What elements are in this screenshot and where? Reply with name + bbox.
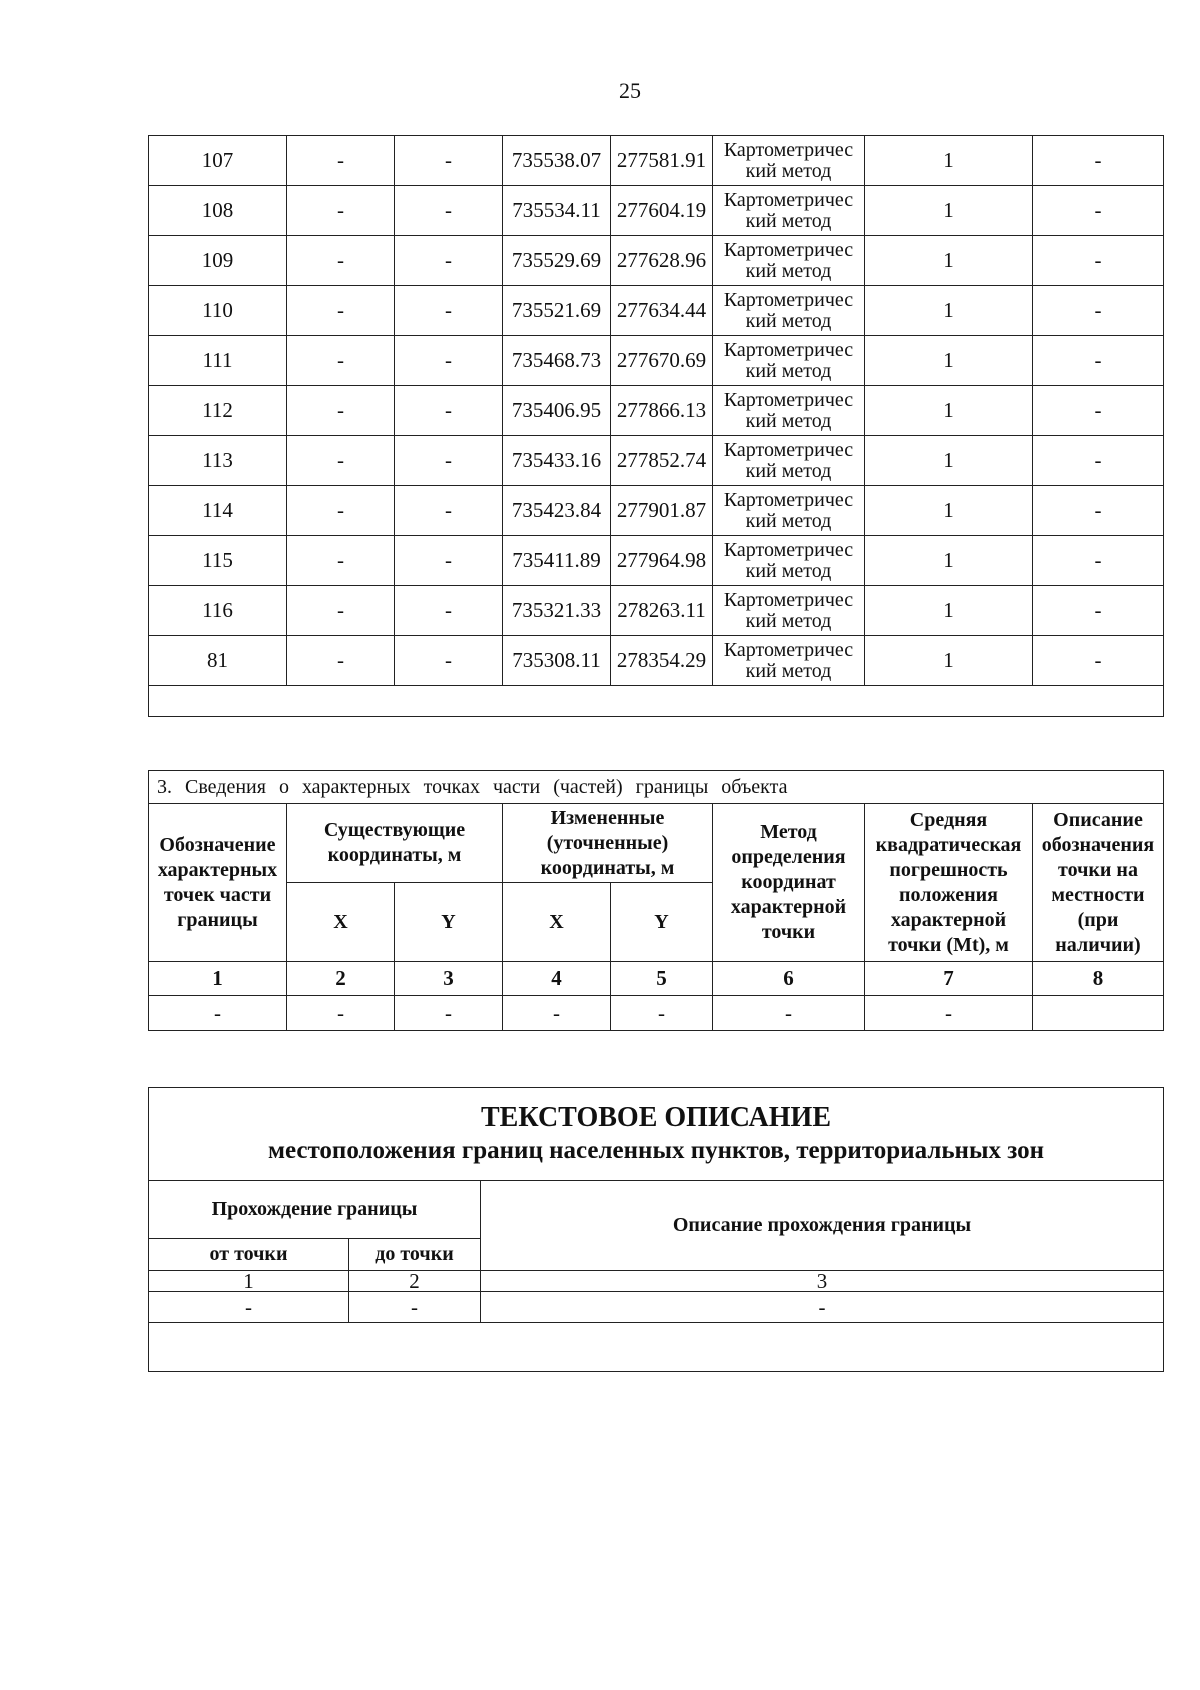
existing-y-cell: - <box>395 486 503 536</box>
method-cell <box>713 636 865 686</box>
document-title: ТЕКСТОВОЕ ОПИСАНИЕ <box>480 1102 831 1133</box>
dash-cell: - <box>149 996 287 1031</box>
column-number: 6 <box>713 962 865 996</box>
existing-x-cell: - <box>287 136 395 186</box>
header-description: Описание обозначения точки на местности (при наличии) <box>1033 804 1164 962</box>
x-coordinate-cell: 735529.69 <box>503 236 611 286</box>
error-cell: 1 <box>865 436 1033 486</box>
x-coordinate-cell: 735411.89 <box>503 536 611 586</box>
point-cell: 114 <box>149 486 287 536</box>
table-row <box>149 996 1164 1031</box>
existing-x-cell: - <box>287 636 395 686</box>
column-number: 2 <box>287 962 395 996</box>
coordinates-table <box>148 135 1164 717</box>
method-cell <box>713 386 865 436</box>
method-line-2: кий метод <box>745 459 832 482</box>
method-line-1: Картометричес <box>723 488 854 511</box>
method-line-2: кий метод <box>745 359 832 382</box>
description-cell: - <box>1033 186 1164 236</box>
part-boundary-points-table <box>148 770 1164 1031</box>
method-line-2: кий метод <box>745 309 832 332</box>
method-line-2: кий метод <box>745 159 832 182</box>
column-number: 2 <box>349 1271 481 1292</box>
empty-cell <box>149 686 1164 717</box>
dash-cell: - <box>287 996 395 1031</box>
existing-x-cell: - <box>287 436 395 486</box>
point-cell: 115 <box>149 536 287 586</box>
header-x-existing: X <box>287 883 395 962</box>
point-cell: 110 <box>149 286 287 336</box>
empty-cell <box>149 1323 1164 1372</box>
method-cell <box>713 336 865 386</box>
existing-x-cell: - <box>287 236 395 286</box>
dash-cell: - <box>481 1292 1164 1323</box>
header-from-point: от точки <box>149 1239 349 1271</box>
dash-cell: - <box>349 1292 481 1323</box>
column-number: 8 <box>1033 962 1164 996</box>
existing-y-cell: - <box>395 136 503 186</box>
column-number: 1 <box>149 1271 349 1292</box>
existing-x-cell: - <box>287 286 395 336</box>
point-cell: 113 <box>149 436 287 486</box>
method-line-2: кий метод <box>745 559 832 582</box>
method-line-1: Картометричес <box>723 138 854 161</box>
dash-cell: - <box>713 996 865 1031</box>
method-line-1: Картометричес <box>723 288 854 311</box>
existing-y-cell: - <box>395 436 503 486</box>
y-coordinate-cell: 277634.44 <box>611 286 713 336</box>
table-row-empty <box>149 686 1164 717</box>
column-numbers-row <box>149 1271 1164 1292</box>
y-coordinate-cell: 278263.11 <box>611 586 713 636</box>
method-cell <box>713 536 865 586</box>
header-existing-coordinates: Существующие координаты, м <box>287 804 503 883</box>
method-line-1: Картометричес <box>723 188 854 211</box>
x-coordinate-cell: 735538.07 <box>503 136 611 186</box>
x-coordinate-cell: 735521.69 <box>503 286 611 336</box>
error-cell: 1 <box>865 136 1033 186</box>
dash-cell: - <box>395 996 503 1031</box>
header-to-point: до точки <box>349 1239 481 1271</box>
point-cell: 116 <box>149 586 287 636</box>
method-line-1: Картометричес <box>723 238 854 261</box>
error-cell: 1 <box>865 386 1033 436</box>
point-cell: 108 <box>149 186 287 236</box>
y-coordinate-cell: 277581.91 <box>611 136 713 186</box>
method-cell <box>713 136 865 186</box>
table-row <box>149 336 1164 386</box>
existing-x-cell: - <box>287 386 395 436</box>
x-coordinate-cell: 735321.33 <box>503 586 611 636</box>
table-row <box>149 386 1164 436</box>
dash-cell: - <box>503 996 611 1031</box>
column-numbers-row <box>149 962 1164 996</box>
y-coordinate-cell: 277901.87 <box>611 486 713 536</box>
x-coordinate-cell: 735308.11 <box>503 636 611 686</box>
table-row <box>149 636 1164 686</box>
method-line-1: Картометричес <box>723 538 854 561</box>
caption-row <box>149 771 1164 804</box>
description-cell: - <box>1033 436 1164 486</box>
y-coordinate-cell: 277670.69 <box>611 336 713 386</box>
description-cell: - <box>1033 236 1164 286</box>
method-cell <box>713 186 865 236</box>
existing-y-cell: - <box>395 386 503 436</box>
method-line-2: кий метод <box>745 509 832 532</box>
method-cell <box>713 486 865 536</box>
y-coordinate-cell: 278354.29 <box>611 636 713 686</box>
column-number: 3 <box>395 962 503 996</box>
existing-y-cell: - <box>395 236 503 286</box>
method-line-1: Картометричес <box>723 338 854 361</box>
point-cell: 81 <box>149 636 287 686</box>
method-cell <box>713 586 865 636</box>
x-coordinate-cell: 735534.11 <box>503 186 611 236</box>
header-method: Метод определения координат характерной точки <box>713 804 865 962</box>
error-cell: 1 <box>865 336 1033 386</box>
existing-y-cell: - <box>395 586 503 636</box>
method-line-2: кий метод <box>745 209 832 232</box>
text-description-table <box>148 1087 1164 1372</box>
header-row <box>149 1181 1164 1239</box>
x-coordinate-cell: 735406.95 <box>503 386 611 436</box>
page-number: 25 <box>619 78 641 103</box>
existing-y-cell: - <box>395 186 503 236</box>
y-coordinate-cell: 277628.96 <box>611 236 713 286</box>
method-cell <box>713 286 865 336</box>
description-cell: - <box>1033 586 1164 636</box>
header-y-existing: Y <box>395 883 503 962</box>
method-cell <box>713 436 865 486</box>
existing-x-cell: - <box>287 186 395 236</box>
header-y-changed: Y <box>611 883 713 962</box>
header-row <box>149 804 1164 883</box>
existing-x-cell: - <box>287 336 395 386</box>
document-subtitle: местоположения границ населенных пунктов, территориальных зон <box>267 1137 1045 1164</box>
table-row <box>149 286 1164 336</box>
column-number: 1 <box>149 962 287 996</box>
existing-x-cell: - <box>287 536 395 586</box>
existing-y-cell: - <box>395 636 503 686</box>
existing-x-cell: - <box>287 486 395 536</box>
error-cell: 1 <box>865 586 1033 636</box>
column-number: 5 <box>611 962 713 996</box>
x-coordinate-cell: 735468.73 <box>503 336 611 386</box>
dash-cell <box>1033 996 1164 1031</box>
description-cell: - <box>1033 286 1164 336</box>
method-line-2: кий метод <box>745 659 832 682</box>
table-row <box>149 1292 1164 1323</box>
method-line-1: Картометричес <box>723 438 854 461</box>
error-cell: 1 <box>865 636 1033 686</box>
description-cell: - <box>1033 636 1164 686</box>
title-cell <box>149 1088 1164 1181</box>
existing-x-cell: - <box>287 586 395 636</box>
table-row <box>149 436 1164 486</box>
dash-cell: - <box>865 996 1033 1031</box>
x-coordinate-cell: 735433.16 <box>503 436 611 486</box>
method-line-1: Картометричес <box>723 638 854 661</box>
description-cell: - <box>1033 386 1164 436</box>
header-error: Средняя квадратическая погрешность положения характерной точки (Mt), м <box>865 804 1033 962</box>
table-row <box>149 236 1164 286</box>
description-cell: - <box>1033 486 1164 536</box>
method-line-2: кий метод <box>745 409 832 432</box>
table-row <box>149 136 1164 186</box>
table-row <box>149 586 1164 636</box>
existing-y-cell: - <box>395 286 503 336</box>
x-coordinate-cell: 735423.84 <box>503 486 611 536</box>
y-coordinate-cell: 277964.98 <box>611 536 713 586</box>
existing-y-cell: - <box>395 536 503 586</box>
error-cell: 1 <box>865 236 1033 286</box>
header-designation: Обозначение характерных точек части границы <box>149 804 287 962</box>
description-cell: - <box>1033 136 1164 186</box>
column-number: 7 <box>865 962 1033 996</box>
error-cell: 1 <box>865 486 1033 536</box>
dash-cell: - <box>611 996 713 1031</box>
y-coordinate-cell: 277852.74 <box>611 436 713 486</box>
table-row <box>149 486 1164 536</box>
section-caption: 3. Сведения о характерных точках части (частей) границы объекта <box>149 771 1164 804</box>
column-number: 4 <box>503 962 611 996</box>
error-cell: 1 <box>865 536 1033 586</box>
error-cell: 1 <box>865 186 1033 236</box>
point-cell: 111 <box>149 336 287 386</box>
header-changed-coordinates: Измененные (уточненные) координаты, м <box>503 804 713 883</box>
title-row <box>149 1088 1164 1181</box>
point-cell: 107 <box>149 136 287 186</box>
description-cell: - <box>1033 336 1164 386</box>
method-cell <box>713 236 865 286</box>
description-cell: - <box>1033 536 1164 586</box>
y-coordinate-cell: 277604.19 <box>611 186 713 236</box>
table-row-empty <box>149 1323 1164 1372</box>
dash-cell: - <box>149 1292 349 1323</box>
point-cell: 109 <box>149 236 287 286</box>
header-passage: Прохождение границы <box>149 1181 481 1239</box>
method-line-1: Картометричес <box>723 388 854 411</box>
header-x-changed: X <box>503 883 611 962</box>
table-row <box>149 186 1164 236</box>
method-line-1: Картометричес <box>723 588 854 611</box>
y-coordinate-cell: 277866.13 <box>611 386 713 436</box>
table-row <box>149 536 1164 586</box>
error-cell: 1 <box>865 286 1033 336</box>
method-line-2: кий метод <box>745 609 832 632</box>
header-passage-description: Описание прохождения границы <box>481 1181 1164 1271</box>
existing-y-cell: - <box>395 336 503 386</box>
point-cell: 112 <box>149 386 287 436</box>
method-line-2: кий метод <box>745 259 832 282</box>
column-number: 3 <box>481 1271 1164 1292</box>
